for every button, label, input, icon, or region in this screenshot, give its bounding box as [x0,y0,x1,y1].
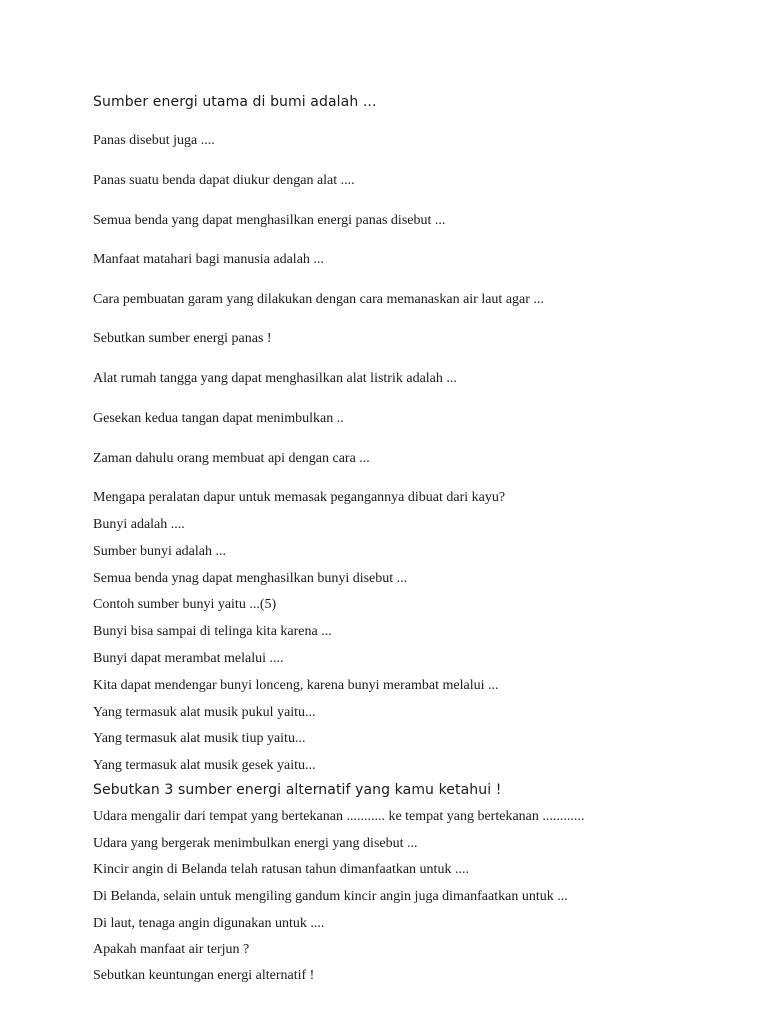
question-line: Di Belanda, selain untuk mengiling gandum kincir angin juga dimanfaatkan untuk ... [93,889,568,904]
question-line: Udara yang bergerak menimbulkan energi yang disebut ... [93,836,418,851]
question-line: Alat rumah tangga yang dapat menghasilkan alat listrik adalah ... [93,371,457,386]
question-line: Udara mengalir dari tempat yang bertekanan ........... ke tempat yang bertekanan ............ [93,809,585,824]
question-line: Panas suatu benda dapat diukur dengan alat .... [93,173,355,188]
question-line: Contoh sumber bunyi yaitu ...(5) [93,597,277,612]
question-line: Sebutkan 3 sumber energi alternatif yang kamu ketahui ! [93,782,502,798]
question-line: Bunyi dapat merambat melalui .... [93,651,284,666]
question-line: Semua benda ynag dapat menghasilkan bunyi disebut ... [93,571,408,586]
question-line: Yang termasuk alat musik pukul yaitu... [93,705,316,720]
question-line: Zaman dahulu orang membuat api dengan cara ... [93,451,370,466]
question-line: Sebutkan sumber energi panas ! [93,331,272,346]
question-line: Gesekan kedua tangan dapat menimbulkan .. [93,411,344,426]
question-line: Sebutkan keuntungan energi alternatif ! [93,968,315,983]
question-line: Mengapa peralatan dapur untuk memasak pegangannya dibuat dari kayu? [93,490,506,505]
question-line: Kita dapat mendengar bunyi lonceng, karena bunyi merambat melalui ... [93,678,499,693]
question-line: Bunyi bisa sampai di telinga kita karena ... [93,624,332,639]
question-line: Bunyi adalah .... [93,517,185,532]
question-line: Di laut, tenaga angin digunakan untuk .... [93,916,325,931]
question-line: Yang termasuk alat musik tiup yaitu... [93,731,306,746]
question-line: Cara pembuatan garam yang dilakukan dengan cara memanaskan air laut agar ... [93,292,544,307]
question-line: Sumber energi utama di bumi adalah ... [93,94,377,110]
question-line: Manfaat matahari bagi manusia adalah ... [93,252,324,267]
question-line: Semua benda yang dapat menghasilkan energi panas disebut ... [93,213,446,228]
question-line: Apakah manfaat air terjun ? [93,942,250,957]
question-line: Panas disebut juga .... [93,133,215,148]
question-line: Sumber bunyi adalah ... [93,544,226,559]
question-line: Kincir angin di Belanda telah ratusan tahun dimanfaatkan untuk .... [93,862,469,877]
question-line: Yang termasuk alat musik gesek yaitu... [93,758,316,773]
